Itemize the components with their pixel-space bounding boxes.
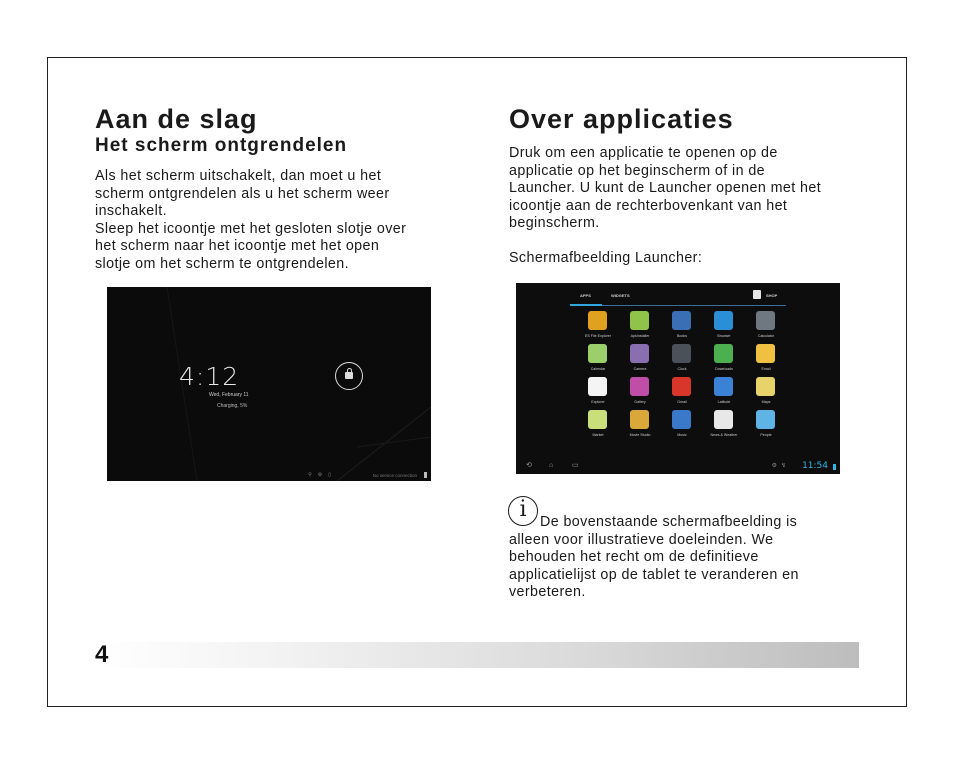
home-icon[interactable]: ⌂: [549, 462, 554, 469]
app-news-weather[interactable]: [704, 410, 744, 442]
app-label: Calculator: [757, 334, 775, 338]
unlock-paragraph: [95, 168, 406, 274]
downloads-icon: [714, 344, 733, 363]
sim-status-text: No service connection: [372, 473, 417, 478]
camera-icon: [630, 344, 649, 363]
app-calculator[interactable]: [746, 311, 786, 343]
note-line-4: applicatielijst op de tablet te veranderen en: [509, 566, 799, 583]
latitude-icon: [714, 377, 733, 396]
app-apk-installer[interactable]: [620, 311, 660, 343]
unlock-line-4: Sleep het icoontje met het gesloten slotje over: [95, 220, 407, 237]
calculator-icon: [756, 311, 775, 330]
apps-line-1: Druk om een applicatie te openen op de: [509, 145, 778, 161]
unlock-line-3: inschakelt.: [95, 203, 167, 220]
app-camera[interactable]: [620, 344, 660, 376]
app-calendar[interactable]: [578, 344, 618, 376]
app-label: Downloads: [715, 367, 733, 371]
note-line-2: alleen voor illustratieve doeleinden. We: [509, 531, 774, 548]
app-label: People: [760, 433, 772, 437]
news-weather-icon: [714, 410, 733, 429]
unlock-line-6: slotje om het scherm te ontgrendelen.: [95, 255, 350, 272]
gmail-icon: [672, 377, 691, 396]
shop-bag-icon[interactable]: [753, 290, 761, 299]
app-clock[interactable]: [662, 344, 702, 376]
battery-icon: [424, 472, 427, 478]
app-latitude[interactable]: [704, 377, 744, 409]
app-label: Latitude: [717, 400, 731, 404]
launcher-screenshot: [516, 283, 840, 474]
recent-apps-icon[interactable]: ▭: [572, 462, 579, 469]
maps-icon: [756, 377, 775, 396]
app-maps[interactable]: [746, 377, 786, 409]
app-label: Calendar: [590, 367, 606, 371]
app-label: Market: [592, 433, 604, 437]
lockscreen-screenshot: [107, 287, 431, 481]
unlock-ring[interactable]: [335, 362, 363, 390]
app-email[interactable]: [746, 344, 786, 376]
padlock-icon: [345, 372, 353, 379]
section-title-getting-started: Aan de slag: [95, 104, 258, 134]
tab-apps[interactable]: APPS: [580, 293, 591, 298]
section-subtitle-unlock: Het scherm ontgrendelen: [95, 135, 348, 156]
apps-line-5: beginscherm.: [509, 215, 600, 232]
app-label: Gallery: [634, 400, 646, 404]
app-label: ApkInstaller: [630, 334, 650, 338]
email-icon: [756, 344, 775, 363]
apk-installer-icon: [630, 311, 649, 330]
browser-icon: [714, 311, 733, 330]
calendar-icon: [588, 344, 607, 363]
app-gmail[interactable]: [662, 377, 702, 409]
app-label: Maps: [761, 400, 771, 404]
app-label: Music: [677, 433, 687, 437]
unlock-line-2: scherm ontgrendelen als u het scherm weer: [95, 185, 390, 202]
app-label: Clock: [677, 367, 687, 371]
app-label: Browser: [717, 334, 731, 338]
tab-widgets[interactable]: WIDGETS: [611, 293, 630, 298]
app-movie-studio[interactable]: [620, 410, 660, 442]
app-label: Camera: [633, 367, 647, 371]
gallery-icon: [630, 377, 649, 396]
usb-icon: ⚲⚙▯: [308, 472, 337, 478]
lockscreen-date: Wed, February 11: [209, 392, 249, 398]
music-icon: [672, 410, 691, 429]
apps-line-4: icoontje aan de rechterbovenkant van het: [509, 197, 788, 214]
page-footer-bar: [95, 642, 859, 668]
info-icon: i: [508, 496, 538, 526]
note-paragraph: [509, 514, 799, 602]
lockscreen-status-bar: [107, 467, 431, 481]
books-icon: [672, 311, 691, 330]
app-books[interactable]: [662, 311, 702, 343]
launcher-nav-bar: [516, 456, 840, 474]
app-label: Books: [677, 334, 687, 338]
app-explorer[interactable]: [578, 377, 618, 409]
app-browser[interactable]: [704, 311, 744, 343]
app-label: Gmail: [677, 400, 687, 404]
unlock-line-5: het scherm naar het icoontje met het open: [95, 238, 380, 255]
note-line-1: De bovenstaande schermafbeelding is: [540, 514, 798, 530]
status-icons: ⚙↯: [771, 463, 790, 469]
section-title-applications: Over applicaties: [509, 104, 734, 134]
note-line-3: behouden het recht om de definitieve: [509, 549, 759, 566]
launcher-time: 11:54: [802, 461, 828, 471]
market-icon: [588, 410, 607, 429]
movie-studio-icon: [630, 410, 649, 429]
app-label: ES File Explorer: [585, 334, 611, 338]
note-line-5: verbeteren.: [509, 584, 586, 601]
apps-paragraph: [509, 145, 821, 233]
app-downloads[interactable]: [704, 344, 744, 376]
launcher-tab-bar: [570, 292, 786, 306]
app-market[interactable]: [578, 410, 618, 442]
app-es-file-explorer[interactable]: [578, 311, 618, 343]
app-label: Movie Studio: [629, 433, 651, 437]
lockscreen-charging: Charging, 5%: [217, 403, 248, 409]
launcher-caption: Schermafbeelding Launcher:: [509, 250, 703, 266]
active-tab-indicator: [570, 304, 602, 306]
battery-icon: [833, 464, 836, 470]
back-icon[interactable]: ⟲: [526, 462, 532, 469]
app-gallery[interactable]: [620, 377, 660, 409]
apps-line-2: applicatie op het beginscherm of in de: [509, 162, 766, 179]
app-label: News & Weather: [710, 433, 738, 437]
unlock-line-1: Als het scherm uitschakelt, dan moet u het: [95, 168, 382, 184]
app-label: Email: [761, 367, 771, 371]
lockscreen-clock: 4:12: [179, 362, 240, 391]
lockscreen-background-lines: [107, 287, 431, 481]
es-file-explorer-icon: [588, 311, 607, 330]
app-music[interactable]: [662, 410, 702, 442]
explorer-icon: [588, 377, 607, 396]
shop-label[interactable]: SHOP: [766, 293, 778, 298]
app-label: Explorer: [591, 400, 605, 404]
clock-icon: [672, 344, 691, 363]
apps-line-3: Launcher. U kunt de Launcher openen met het: [509, 180, 822, 197]
page-number: 4: [95, 641, 109, 668]
app-people[interactable]: [746, 410, 786, 442]
people-icon: [756, 410, 775, 429]
